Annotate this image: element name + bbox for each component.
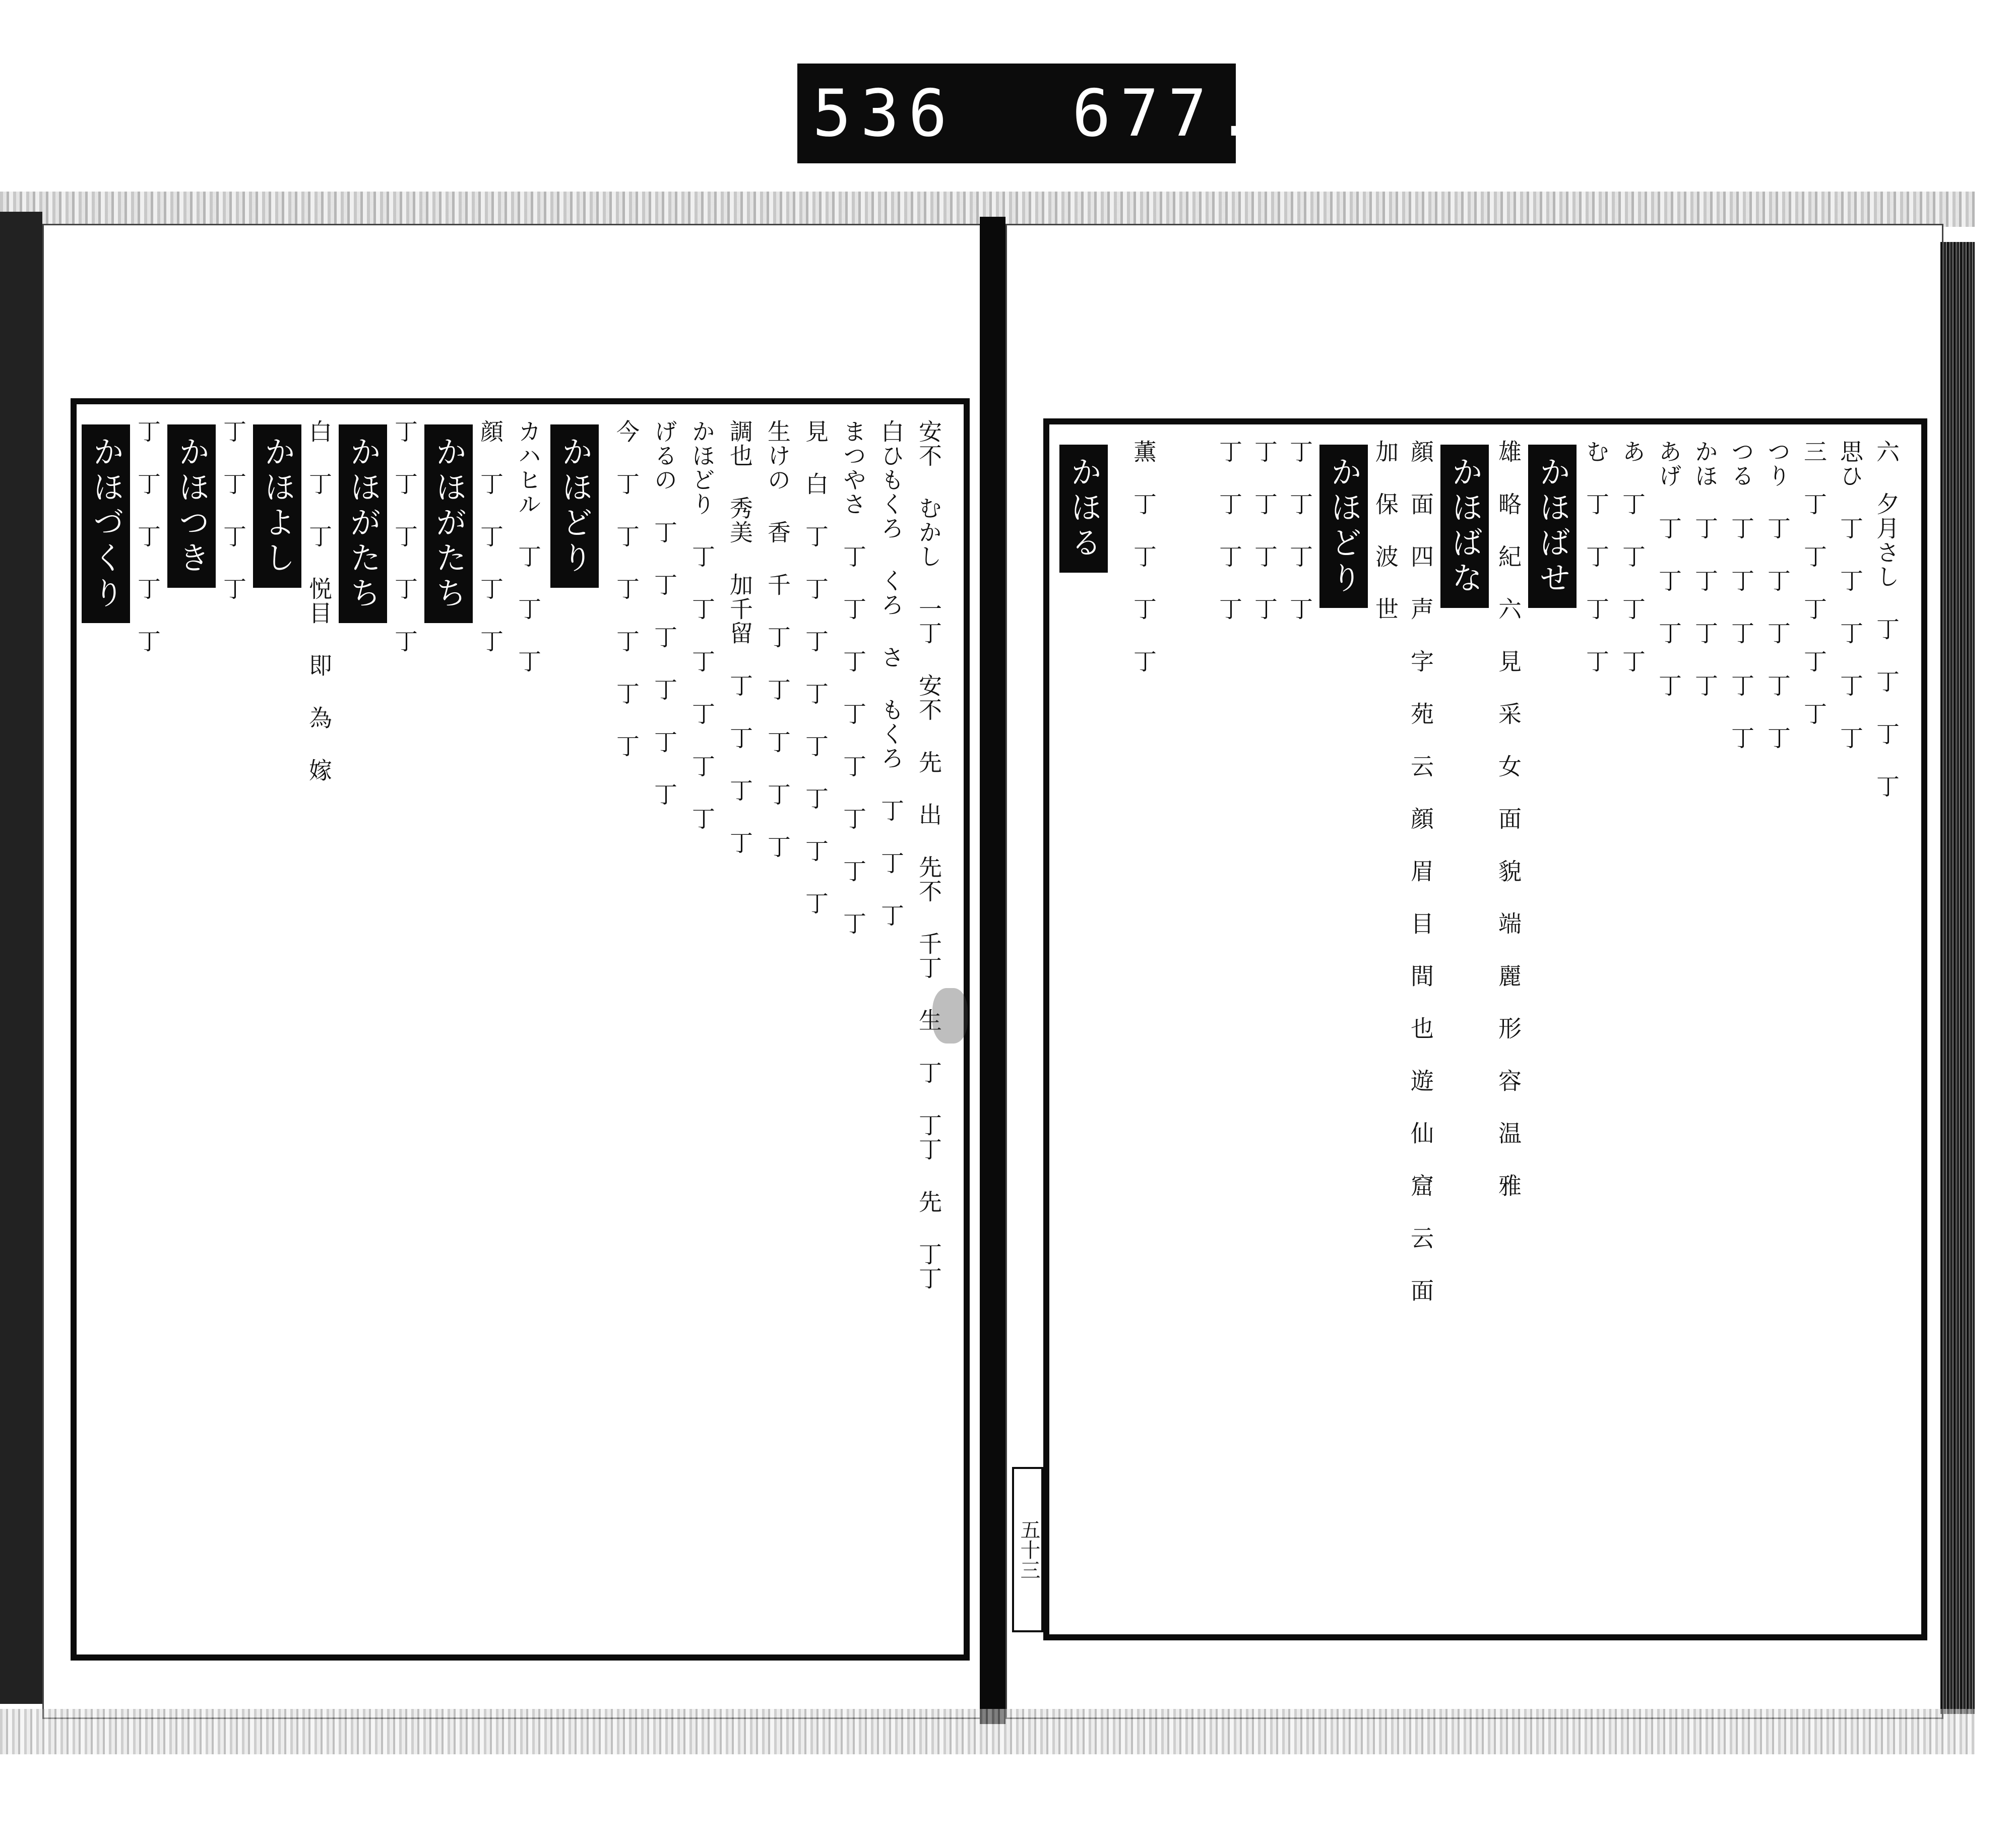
text-column: 今 丁 丁 丁 丁 丁 丁 [613,419,640,758]
book-gutter [980,217,1005,1724]
page-folio: 五十三 [1012,1467,1043,1632]
text-column: まつやさ 丁 丁 丁 丁 丁 丁 丁 丁 [840,419,867,936]
headword-label: かほづくり [82,424,130,623]
text-column: 生けの 香 千 丁 丁 丁 丁 丁 [764,419,791,859]
text-column: かほ 丁 丁 丁 丁 [1691,440,1719,698]
text-column: 薫 丁 丁 丁 丁 [1130,440,1157,673]
text-column: カハヒル 丁 丁 丁 [515,419,542,673]
text-column: あげ 丁 丁 丁 丁 [1655,440,1682,698]
right-text-frame [1043,418,1927,1640]
film-number-right: 677. [1072,76,1264,151]
text-column: 顔 丁 丁 丁 丁 [477,419,504,653]
text-column: 加 保 波 世 [1372,440,1399,621]
text-column: 丁 丁 丁 丁 [1286,440,1313,621]
book-bottom-edge [0,1709,1975,1754]
text-column: 六 夕月さし 丁 丁 丁 丁 [1873,440,1900,799]
text-column: 丁 丁 丁 丁 [1251,440,1278,621]
headword-label: かほばせ [1528,445,1577,608]
headword-label: かほる [1059,445,1108,573]
headword-label: かほどり [1319,445,1368,608]
text-column: つる 丁 丁 丁 丁 丁 [1728,440,1755,750]
film-number-left: 536 [812,76,957,151]
text-column: 白ひもくろ くろ さ もくろ 丁 丁 丁 [877,419,905,928]
headword-label: かほどり [550,424,599,588]
book-right-edge [1940,242,1975,1714]
text-column: つり 丁 丁 丁 丁 丁 [1764,440,1791,750]
ink-smudge [932,988,968,1044]
text-column: 雄 略 紀 六 見 采 女 面 貌 端 麗 形 容 温 雅 [1495,440,1522,1198]
film-reel-label [797,64,1264,163]
headword-label: かほがたち [424,424,473,623]
headword-label: かほよし [253,424,301,588]
text-column: む 丁 丁 丁 丁 [1583,440,1610,673]
headword-label: かほつき [167,424,216,588]
text-column: 顔 面 四 声 字 苑 云 顔 眉 目 間 也 遊 仙 窟 云 面 [1407,440,1434,1303]
headword-label: かほがたち [339,424,387,623]
text-column: 調也 秀美 加千留 丁 丁 丁 丁 [726,419,753,855]
text-column: 安不 むかし 一丁 安不 先 出 先不 千丁 生 丁 丁丁 先 丁丁 [915,419,942,1291]
text-column: げるの 丁 丁 丁 丁 丁 丁 [651,419,678,807]
text-column: かほどり 丁 丁 丁 丁 丁 丁 [688,419,716,831]
text-column: 白 丁 丁 悦目 即 為 嫁 [305,419,333,782]
left-text-frame [71,398,970,1661]
text-column: 丁 丁 丁 丁 丁 [134,419,161,653]
text-column: 思ひ 丁 丁 丁 丁 丁 [1837,440,1864,750]
text-column: 見 白 丁 丁 丁 丁 丁 丁 丁 丁 [802,419,829,915]
text-column: 丁 丁 丁 丁 [1216,440,1243,621]
book-left-edge [0,212,42,1704]
text-column: 三 丁 丁 丁 丁 丁 [1800,440,1828,726]
text-column: 丁 丁 丁 丁 丁 [391,419,418,653]
text-column: 丁 丁 丁 丁 [220,419,247,601]
headword-label: かほばな [1440,445,1489,608]
text-column: あ 丁 丁 丁 丁 [1619,440,1646,673]
